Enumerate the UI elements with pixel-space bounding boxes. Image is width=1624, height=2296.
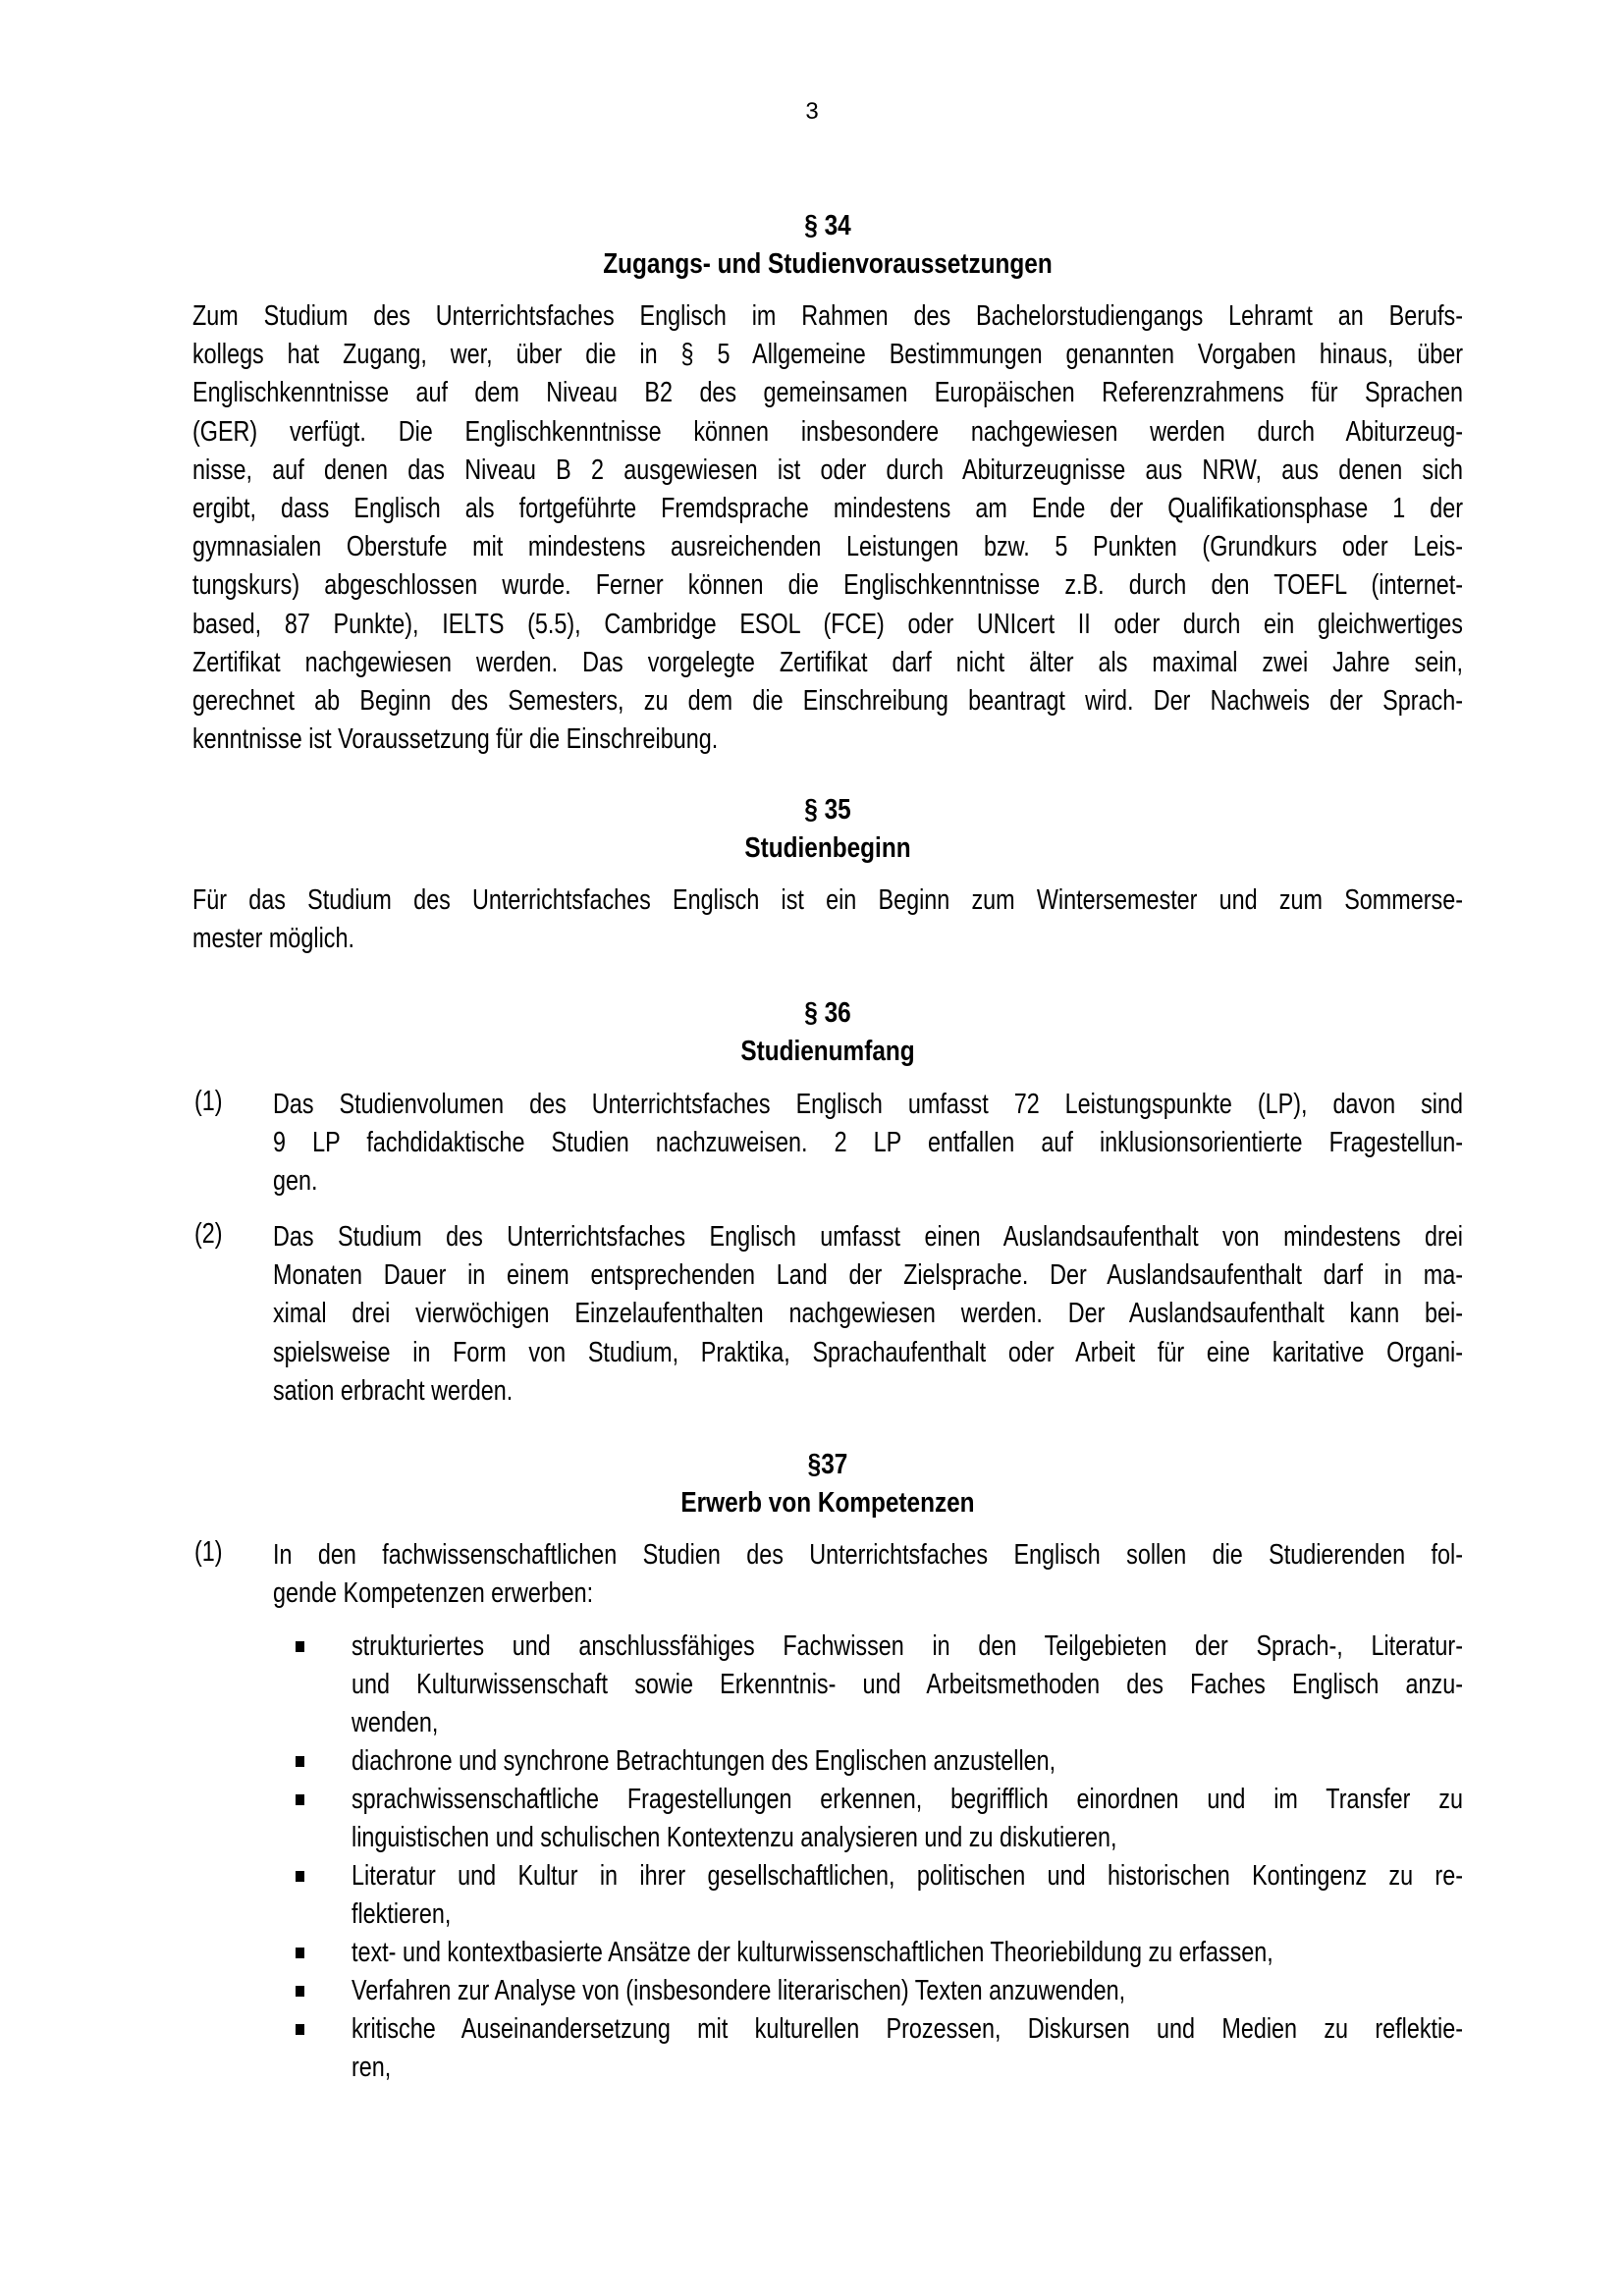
list-item	[352, 2010, 1463, 2087]
list-item	[352, 1742, 1463, 1781]
section-35-heading	[192, 791, 1463, 868]
text-line: Monaten Dauer in einem entsprechenden Land der Zielsprache. Der Auslandsaufenthalt darf in ma-	[273, 1259, 1463, 1292]
text-line: wenden,	[352, 1707, 439, 1739]
page-number: 3	[805, 98, 819, 125]
text-line: Das Studium des Unterrichtsfaches Englisch umfasst einen Auslandsaufenthalt von mindestens drei	[273, 1221, 1463, 1253]
section-34-paragraph	[192, 297, 1463, 759]
text-line: kritische Auseinandersetzung mit kulturellen Prozessen, Diskursen und Medien zu reflektie-	[352, 2013, 1463, 2045]
section-34-heading	[192, 207, 1463, 284]
section-number: § 34	[804, 210, 851, 241]
section-36-item-1	[273, 1086, 1463, 1201]
section-37-heading	[192, 1446, 1463, 1522]
text-line: Englischkenntnisse auf dem Niveau B2 des gemeinsamen Europäischen Referenzrahmens für Sprachen	[192, 377, 1463, 409]
text-line: ergibt, dass Englisch als fortgeführte Fremdsprache mindestens am Ende der Qualifikationsphase 1 der	[192, 492, 1463, 524]
text-line: tungskurs) abgeschlossen wurde. Ferner können die Englischkenntnisse z.B. durch den TOEFL (internet-	[192, 569, 1463, 602]
text-line: gen.	[273, 1165, 318, 1198]
text-line: nisse, auf denen das Niveau B 2 ausgewiesen ist oder durch Abiturzeugnisse aus NRW, aus denen sich	[192, 454, 1463, 486]
text-line: sprachwissenschaftliche Fragestellungen erkennen, begrifflich einordnen und im Transfer zu	[352, 1784, 1463, 1815]
text-line: Literatur und Kultur in ihrer gesellschaftlichen, politischen und historischen Kontingenz zu re-	[352, 1860, 1463, 1892]
text-line: gerechnet ab Beginn des Semesters, zu dem die Einschreibung beantragt wird. Der Nachweis der Sprach-	[192, 684, 1463, 717]
text-line: strukturiertes und anschlussfähiges Fachwissen in den Teilgebieten der Sprach-, Literatur-	[352, 1630, 1463, 1662]
text-line: spielsweise in Form von Studium, Praktika, Sprachaufenthalt oder Arbeit für eine karitative Organi-	[273, 1336, 1463, 1368]
text-line: Für das Studium des Unterrichtsfaches Englisch ist ein Beginn zum Wintersemester und zum Sommerse-	[192, 884, 1463, 916]
bullet-icon	[296, 1641, 304, 1652]
text-line: Verfahren zur Analyse von (insbesondere literarischen) Texten anzuwenden,	[352, 1975, 1126, 2006]
text-line: und Kulturwissenschaft sowie Erkenntnis- und Arbeitsmethoden des Faches Englisch anzu-	[352, 1669, 1463, 1701]
text-line: text- und kontextbasierte Ansätze der kulturwissenschaftlichen Theoriebildung zu erfassen,	[352, 1937, 1273, 1968]
text-line: gymnasialen Oberstufe mit mindestens ausreichenden Leistungen bzw. 5 Punkten (Grundkurs oder Leis-	[192, 531, 1463, 563]
text-line: ren,	[352, 2052, 392, 2084]
text-line: flektieren,	[352, 1898, 452, 1931]
text-line: ximal drei vierwöchigen Einzelaufenthalten nachgewiesen werden. Der Auslandsaufenthalt kann bei-	[273, 1298, 1463, 1330]
text-line: Das Studienvolumen des Unterrichtsfaches Englisch umfasst 72 Leistungspunkte (LP), davon sind	[273, 1089, 1463, 1120]
section-title: Erwerb von Kompetenzen	[680, 1487, 975, 1519]
section-37-intro	[273, 1536, 1463, 1613]
bullet-icon	[296, 1794, 304, 1805]
list-item	[352, 1781, 1463, 1857]
section-title: Studienbeginn	[744, 832, 911, 864]
bullet-icon	[296, 1948, 304, 1958]
text-line: Zum Studium des Unterrichtsfaches Englisch im Rahmen des Bachelorstudiengangs Lehramt an Berufs-	[192, 300, 1463, 332]
text-line: linguistischen und schulischen Kontextenzu analysieren und zu diskutieren,	[352, 1822, 1117, 1854]
bullet-icon	[296, 1756, 304, 1767]
bullet-icon	[296, 2024, 304, 2035]
text-line: kenntnisse ist Voraussetzung für die Einschreibung.	[192, 723, 719, 756]
text-line: Zertifikat nachgewiesen werden. Das vorgelegte Zertifikat darf nicht älter als maximal zwei Jahre sein,	[192, 646, 1463, 678]
bullet-icon	[296, 1986, 304, 1997]
text-line: sation erbracht werden.	[273, 1374, 514, 1407]
text-line: diachrone und synchrone Betrachtungen des Englischen anzustellen,	[352, 1745, 1056, 1777]
item-number: (2)	[194, 1218, 223, 1250]
section-title: Zugangs- und Studienvoraussetzungen	[603, 248, 1053, 280]
list-item	[352, 1628, 1463, 1743]
section-number: § 35	[804, 794, 851, 826]
bullet-icon	[296, 1871, 304, 1882]
text-line: mester möglich.	[192, 923, 354, 955]
text-line: (GER) verfügt. Die Englischkenntnisse können insbesondere nachgewiesen werden durch Abiturzeug-	[192, 415, 1463, 448]
text-line: 9 LP fachdidaktische Studien nachzuweisen. 2 LP entfallen auf inklusionsorientierte Fragestellun-	[273, 1127, 1463, 1159]
item-number: (1)	[194, 1536, 223, 1568]
section-number: § 36	[804, 997, 851, 1029]
text-line: In den fachwissenschaftlichen Studien des Unterrichtsfaches Englisch sollen die Studierenden fol-	[273, 1539, 1463, 1571]
text-line: gende Kompetenzen erwerben:	[273, 1577, 594, 1610]
list-item	[352, 1857, 1463, 1934]
section-35-paragraph	[192, 881, 1463, 958]
list-item	[352, 1934, 1463, 1972]
section-number: §37	[807, 1449, 848, 1480]
text-line: based, 87 Punkte), IELTS (5.5), Cambridge ESOL (FCE) oder UNIcert II oder durch ein gleichwertiges	[192, 608, 1463, 640]
section-36-heading	[192, 994, 1463, 1071]
section-title: Studienumfang	[740, 1036, 915, 1067]
section-36-item-2	[273, 1218, 1463, 1411]
list-item	[352, 1972, 1463, 2010]
text-line: kollegs hat Zugang, wer, über die in § 5 Allgemeine Bestimmungen genannten Vorgaben hinaus, über	[192, 339, 1463, 371]
item-number: (1)	[194, 1086, 223, 1117]
